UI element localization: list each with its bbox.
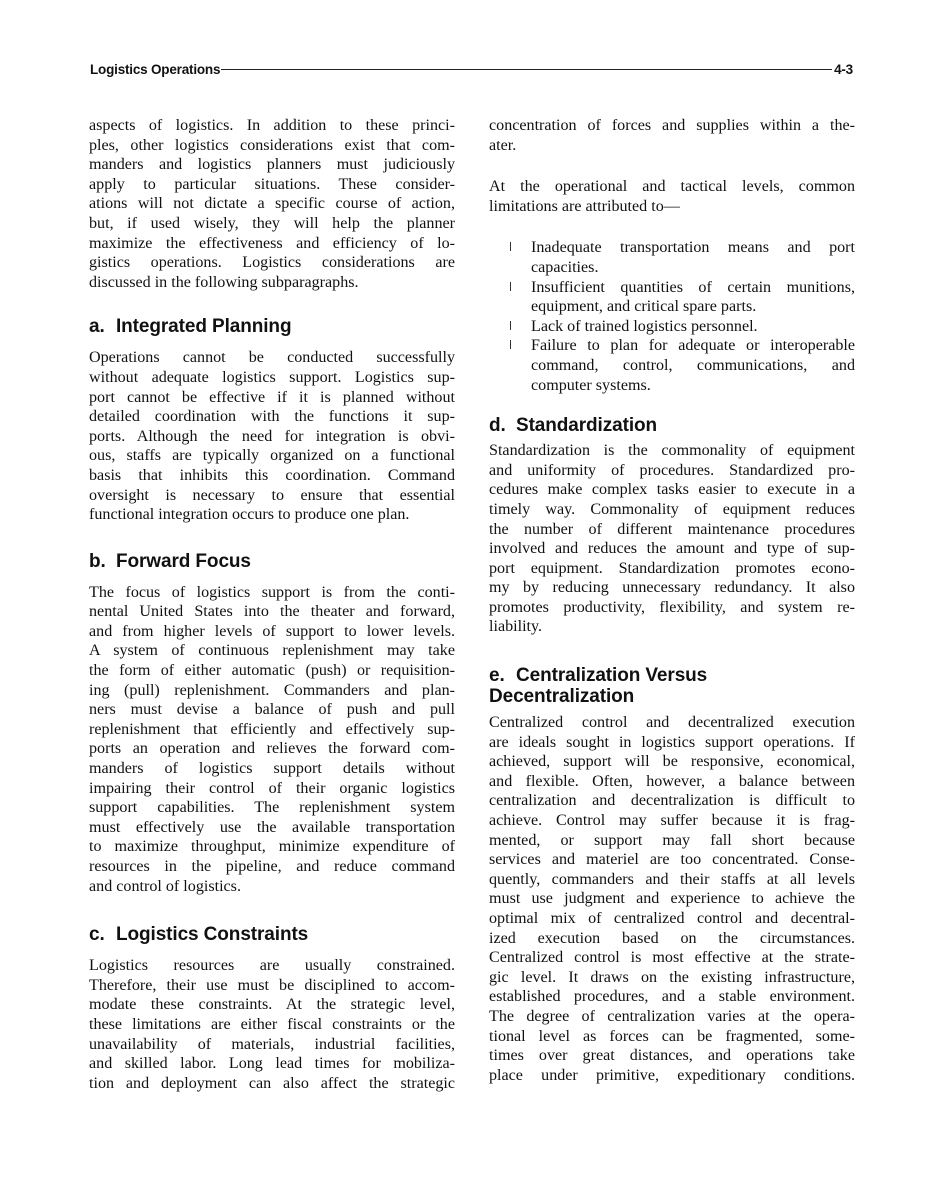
text-line: command, control, communications, and xyxy=(531,356,855,374)
text-line: unavailability of materials, industrial facilities, xyxy=(89,1035,455,1053)
text-line: Therefore, their use must be disciplined to accom- xyxy=(89,976,455,994)
section-label: c. xyxy=(89,924,105,946)
bullet-marker-icon xyxy=(510,282,511,291)
right-column xyxy=(489,116,855,1085)
text-line: aspects of logistics. In addition to these princi- xyxy=(89,117,455,134)
list-item xyxy=(489,317,855,337)
header-title: Logistics Operations xyxy=(90,61,221,77)
text-line: Operations cannot be conducted successfully xyxy=(89,349,455,367)
text-line: modate these constraints. At the strategic level, xyxy=(89,996,455,1014)
text-line: replenishment that efficiently and effectively sup- xyxy=(89,720,455,738)
text-line: port cannot be effective if it is planned without xyxy=(89,388,455,406)
text-line: liability. xyxy=(489,618,543,636)
text-line: ners must devise a balance of push and pull xyxy=(89,701,455,719)
section-title: Forward Focus xyxy=(116,550,251,572)
text-line: promotes productivity, flexibility, and system re- xyxy=(489,598,855,616)
text-line: my by reducing unnecessary redundancy. It also xyxy=(489,579,855,597)
text-line: Centralized control is most effective at the strate- xyxy=(489,949,855,967)
text-line: Centralized control and decentralized execution xyxy=(489,714,855,732)
section-body-integrated-planning xyxy=(89,348,455,524)
text-line: timely way. Commonality of equipment reduces xyxy=(489,500,855,518)
text-line: ples, other logistics considerations exist that com- xyxy=(89,136,455,154)
left-column xyxy=(89,116,455,1093)
text-line: Inadequate transportation means and port xyxy=(531,239,855,257)
bullet-marker-icon xyxy=(510,242,511,251)
text-line: and skilled labor. Long lead times for mobiliza- xyxy=(89,1055,455,1073)
text-line: discussed in the following subparagraphs. xyxy=(89,273,359,291)
text-line: and flexible. Often, however, a balance between xyxy=(489,772,855,790)
section-body-logistics-constraints xyxy=(89,956,455,1093)
section-heading-integrated-planning xyxy=(89,316,455,337)
text-line: services and materiel are too concentrated. Conse- xyxy=(489,851,855,869)
text-line: must use judgment and experience to achieve the xyxy=(489,890,855,908)
section-label: a. xyxy=(89,316,105,338)
list-item xyxy=(489,336,855,395)
text-line: Insufficient quantities of certain munitions, xyxy=(531,278,855,296)
text-line: Failure to plan for adequate or interoperable xyxy=(531,337,855,355)
section-body-standardization xyxy=(489,441,855,637)
text-line: ous, staffs are typically organized on a functional xyxy=(89,447,455,465)
text-line: gic level. It draws on the existing infrastructure, xyxy=(489,968,855,986)
section-label: e. xyxy=(489,665,505,687)
section-heading-forward-focus xyxy=(89,551,455,572)
text-line: A system of continuous replenishment may take xyxy=(89,642,455,660)
section-heading-standardization xyxy=(489,415,855,436)
text-line: resources in the pipeline, and reduce command xyxy=(89,858,455,875)
text-line: manders and logistics planners must judiciously xyxy=(89,156,455,174)
text-line: ing (pull) replenishment. Commanders and plan- xyxy=(89,681,455,699)
continuation-paragraph xyxy=(489,116,855,155)
text-line: port equipment. Standardization promotes econo- xyxy=(489,559,855,577)
section-heading-centralization-versus-decentralization xyxy=(489,665,855,707)
text-line: the form of either automatic (push) or requisition- xyxy=(89,662,455,680)
text-line: established procedures, and a stable environment. xyxy=(489,988,855,1006)
text-line: nental United States into the theater and forward, xyxy=(89,603,455,621)
text-line: computer systems. xyxy=(531,376,651,394)
bullet-marker-icon xyxy=(510,340,511,349)
list-item xyxy=(489,238,855,277)
text-line: The degree of centralization varies at the opera- xyxy=(489,1007,855,1025)
section-heading-logistics-constraints xyxy=(89,924,455,945)
text-line: but, if used wisely, they will help the planner xyxy=(89,214,455,232)
text-line: gistics operations. Logistics considerations are xyxy=(89,254,455,272)
text-line: Standardization is the commonality of equipment xyxy=(489,442,855,460)
text-line: times over great distances, and operations take xyxy=(489,1047,855,1065)
bullet-marker-icon xyxy=(510,321,511,330)
limitations-intro-paragraph xyxy=(489,177,855,216)
text-line: impairing their control of their organic logistics xyxy=(89,779,455,797)
text-line: At the operational and tactical levels, common xyxy=(489,178,855,196)
text-line: quently, commanders and their staffs at all levels xyxy=(489,870,855,888)
section-title-line-2: Decentralization xyxy=(489,686,635,708)
text-line: capacities. xyxy=(531,258,599,276)
text-line: apply to particular situations. These consider- xyxy=(89,175,455,193)
text-line: basis that inhibits this coordination. Command xyxy=(89,466,455,484)
text-line: must effectively use the available transportation xyxy=(89,818,455,836)
list-item xyxy=(489,278,855,317)
text-line: functional integration occurs to produce one plan. xyxy=(89,506,410,524)
text-line: The focus of logistics support is from the conti- xyxy=(89,583,455,601)
text-line: oversight is necessary to ensure that essential xyxy=(89,486,455,504)
text-line: concentration of forces and supplies within a the- xyxy=(489,117,855,134)
section-label: d. xyxy=(489,415,506,437)
section-title-line-1: Centralization Versus xyxy=(516,665,708,687)
header-rule xyxy=(221,69,832,70)
text-line: achieve. Control may suffer because it is frag- xyxy=(489,812,855,830)
text-line: support capabilities. The replenishment system xyxy=(89,799,455,817)
text-line: place under primitive, expeditionary conditions. xyxy=(489,1066,855,1084)
text-line: tion and deployment can also affect the strategic xyxy=(89,1074,455,1092)
text-line: are ideals sought in logistics support operations. If xyxy=(489,733,855,751)
text-line: equipment, and critical spare parts. xyxy=(531,298,757,316)
text-line: ports an operation and relieves the forward com- xyxy=(89,740,455,758)
text-line: and from higher levels of support to lower levels. xyxy=(89,622,455,640)
section-title: Logistics Constraints xyxy=(116,924,309,946)
text-line: optimal mix of centralized control and decentral- xyxy=(489,910,855,927)
text-line: achieved, support will be responsive, economical, xyxy=(489,753,855,771)
text-line: involved and reduces the amount and type of sup- xyxy=(489,540,855,558)
text-line: centralization and decentralization is difficult to xyxy=(489,792,855,810)
text-line: and uniformity of procedures. Standardized pro- xyxy=(489,461,855,479)
text-line: ized execution based on the circumstances. xyxy=(489,929,855,947)
section-title: Integrated Planning xyxy=(116,316,292,338)
text-line: mented, or support may fall short because xyxy=(489,831,855,849)
section-body-centralization xyxy=(489,713,855,1085)
text-line: detailed coordination with the functions it sup- xyxy=(89,408,455,426)
text-line: manders of logistics support details without xyxy=(89,760,455,778)
text-line: to maximize throughput, minimize expenditure of xyxy=(89,838,455,856)
text-line: Logistics resources are usually constrained. xyxy=(89,957,455,975)
text-line: ater. xyxy=(489,136,517,154)
text-line: without adequate logistics support. Logistics sup- xyxy=(89,368,455,386)
text-line: Lack of trained logistics personnel. xyxy=(531,317,758,335)
page-number: 4-3 xyxy=(834,61,853,77)
text-line: tional level as forces can be fragmented, some- xyxy=(489,1027,855,1045)
intro-paragraph xyxy=(89,116,455,292)
section-body-forward-focus xyxy=(89,583,455,897)
running-header xyxy=(90,59,853,79)
text-line: and control of logistics. xyxy=(89,877,241,895)
text-line: these limitations are either fiscal constraints or the xyxy=(89,1015,455,1033)
text-line: ports. Although the need for integration is obvi- xyxy=(89,427,455,445)
section-title: Standardization xyxy=(516,415,658,437)
text-line: cedures make complex tasks easier to execute in a xyxy=(489,481,855,499)
limitations-list xyxy=(489,238,855,395)
text-line: limitations are attributed to— xyxy=(489,197,680,215)
text-line: ations will not dictate a specific course of action, xyxy=(89,195,455,213)
section-label: b. xyxy=(89,550,106,572)
text-line: maximize the effectiveness and efficiency of lo- xyxy=(89,234,455,252)
text-line: the number of different maintenance procedures xyxy=(489,520,855,538)
